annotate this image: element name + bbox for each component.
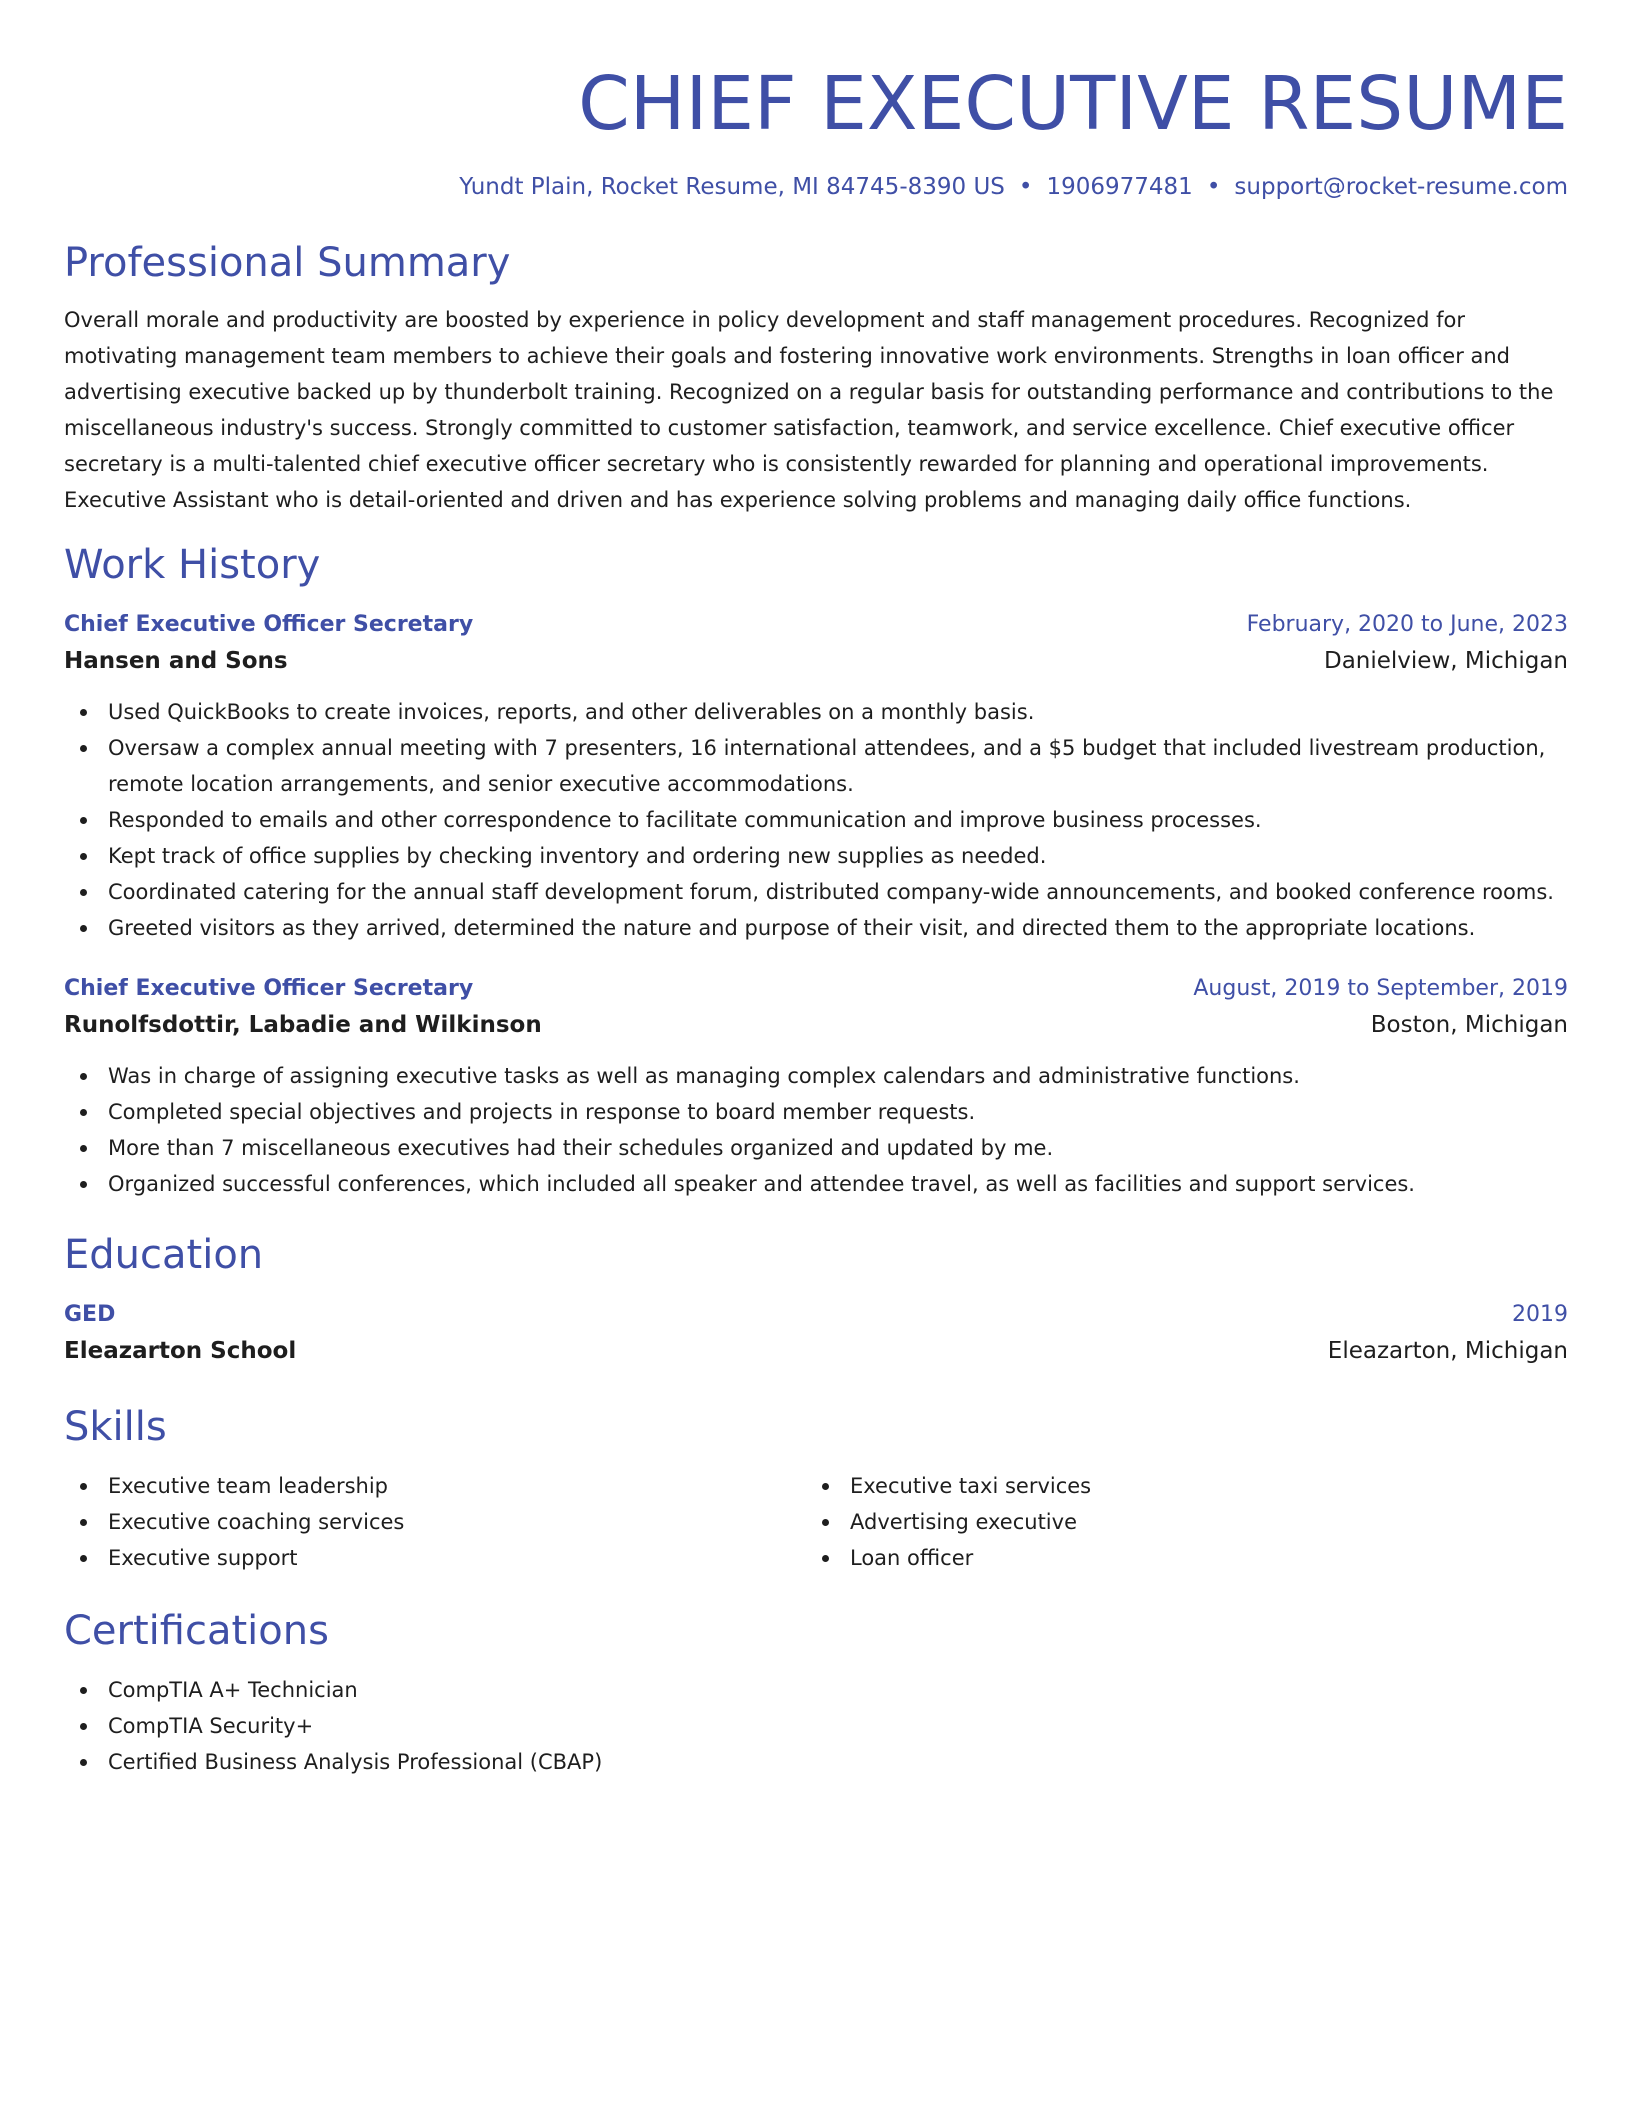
education-year: 2019 [1512,1302,1568,1327]
certifications-heading: Certifications [64,1608,329,1654]
job-bullets [64,694,1568,946]
list-item: Kept track of office supplies by checking inventory and ordering new supplies as needed. [64,838,1568,874]
list-item: Executive coaching services [64,1504,806,1540]
job-entry [64,972,1568,1202]
list-item: CompTIA Security+ [64,1708,1568,1744]
list-item: Responded to emails and other correspondence to facilitate communication and improve business processes. [64,802,1568,838]
contact-separator: • [1018,174,1033,200]
list-item: CompTIA A+ Technician [64,1672,1568,1708]
education-degree: GED [64,1302,116,1327]
list-item: Used QuickBooks to create invoices, reports, and other deliverables on a monthly basis. [64,694,1568,730]
job-location: Danielview, Michigan [1323,648,1568,674]
list-item: Organized successful conferences, which included all speaker and attendee travel, as well as facilities and support services. [64,1166,1568,1202]
list-item: Coordinated catering for the annual staff development forum, distributed company-wide announcements, and booked conference rooms. [64,874,1568,910]
work-history-heading: Work History [64,542,321,588]
job-dates: February, 2020 to June, 2023 [1246,612,1568,637]
contact-email: support@rocket-resume.com [1234,174,1568,200]
resume-page [64,48,1568,1780]
job-company: Runolfsdottir, Labadie and Wilkinson [64,1012,542,1038]
skills-heading: Skills [64,1404,167,1450]
list-item: Executive support [64,1540,806,1576]
job-location: Boston, Michigan [1370,1012,1568,1038]
list-item: Certified Business Analysis Professional (CBAP) [64,1744,1568,1780]
education-heading: Education [64,1232,264,1278]
list-item: Greeted visitors as they arrived, determined the nature and purpose of their visit, and directed them to the appropriate locations. [64,910,1568,946]
summary-heading: Professional Summary [64,240,511,286]
job-company: Hansen and Sons [64,648,288,674]
list-item: Loan officer [806,1540,1548,1576]
contact-separator: • [1206,174,1221,200]
skills-list-left [64,1468,806,1576]
education-location: Eleazarton, Michigan [1327,1338,1568,1364]
job-bullets [64,1058,1568,1202]
job-dates: August, 2019 to September, 2019 [1193,976,1568,1001]
job-role: Chief Executive Officer Secretary [64,612,474,637]
contact-address: Yundt Plain, Rocket Resume, MI 84745-8390 US [459,174,1005,200]
job-entry [64,608,1568,946]
skills-grid [64,1468,1568,1576]
skills-list-right [806,1468,1548,1576]
list-item: Executive team leadership [64,1468,806,1504]
contact-line [64,170,1568,204]
list-item: Executive taxi services [806,1468,1548,1504]
list-item: More than 7 miscellaneous executives had their schedules organized and updated by me. [64,1130,1568,1166]
contact-phone: 1906977481 [1046,174,1193,200]
list-item: Was in charge of assigning executive tasks as well as managing complex calendars and administrative functions. [64,1058,1568,1094]
list-item: Completed special objectives and projects in response to board member requests. [64,1094,1568,1130]
list-item: Oversaw a complex annual meeting with 7 presenters, 16 international attendees, and a $5 budget that included livestream production, remote location arrangements, and senior executive accommodations. [64,730,1568,802]
list-item: Advertising executive [806,1504,1548,1540]
job-role: Chief Executive Officer Secretary [64,976,474,1001]
education-school: Eleazarton School [64,1338,297,1364]
summary-text: Overall morale and productivity are boosted by experience in policy development and staff management procedures. Recognized for motivating management team members to achieve their goals and fostering innovative work environments. Strengths in loan officer and advertising executive backed up by thunderbolt training. Recognized on a regular basis for outstanding performance and contributions to the miscellaneous industry's success. Strongly committed to customer satisfaction, teamwork, and service excellence. Chief executive officer secretary is a multi-talented chief executive officer secretary who is consistently rewarded for planning and operational improvements. Executive Assistant who is detail-oriented and driven and has experience solving problems and managing daily office functions. [64,308,1554,512]
certifications-list [64,1672,1568,1780]
resume-name: CHIEF EXECUTIVE RESUME [578,61,1568,147]
